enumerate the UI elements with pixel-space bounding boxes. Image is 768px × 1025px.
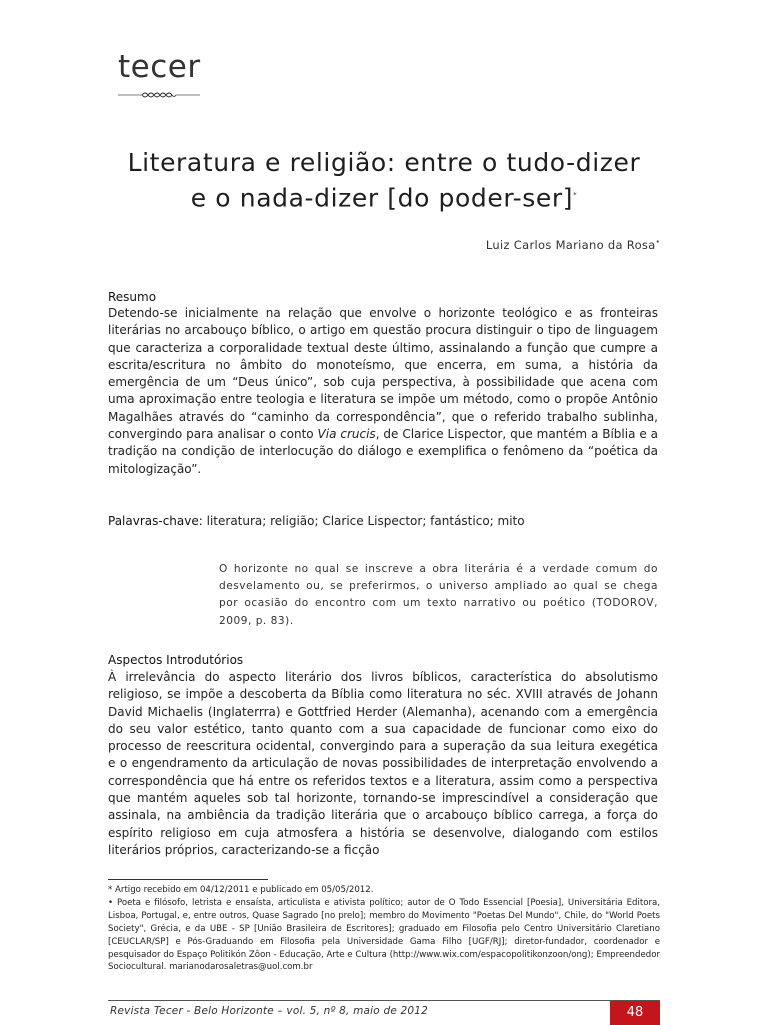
author-name: Luiz Carlos Mariano da Rosa: [485, 238, 656, 252]
article-title: [108, 146, 660, 214]
title-line-2-text: e o nada-dizer [do poder-ser]: [190, 183, 574, 213]
journal-citation: Revista Tecer - Belo Horizonte – vol. 5, nº 8, maio de 2012: [110, 1005, 429, 1017]
author-footnote-marker: •: [655, 238, 660, 247]
abstract-text-end: , de Clarice Lispector, que mantém a Bíblia e a tradição na condição de interlocução do diálogo e exemplifica o fenômeno da “poética da mitologização”.: [108, 427, 659, 476]
abstract-heading: Resumo: [108, 290, 157, 304]
abstract-italic-title: Via crucis: [317, 427, 376, 442]
page-footer: [108, 1000, 660, 1025]
intro-heading: Aspectos Introdutórios: [108, 653, 244, 667]
footnotes: [108, 884, 660, 974]
footnote-2: • Poeta e filósofo, letrista e ensaísta, articulista e ativista político; autor de O Todo Essencial [Poesia], Universitária Editora, Lisboa, Portugal, e, entre outros, Quase Sagrado [no prelo]; membro do Movimento "Poetas Del Mundo", Chile, do "World Poets Society", Grécia, e da UBE - SP [União Brasileira de Escritores]; graduado em Filosofia pelo Centro Universitário Claretiano [CEUCLAR/SP] e Pós-Graduando em Filosofia pela Universidade Gama Filho [UGF/RJ]; diretor-fundador, coordenador e pesquisador do Espaço Politikón Zôon - Educação, Arte e Cultura (http://www.wix.com/espacopolitikonzoon/ong); Empreendedor Sociocultural. marianodarosaletras@uol.com.br: [108, 897, 660, 973]
keywords-label: Palavras-chave:: [108, 514, 203, 528]
journal-logo: [118, 50, 200, 84]
keywords-line: [108, 514, 525, 528]
footnote-1: * Artigo recebido em 04/12/2011 e publicado em 05/05/2012.: [108, 885, 374, 895]
title-line-2: [108, 179, 660, 214]
title-line-1: Literatura e religião: entre o tudo-dizer: [127, 148, 641, 177]
page-number: 48: [610, 1001, 660, 1025]
abstract-text: [108, 305, 658, 478]
footnote-divider: [108, 879, 268, 880]
intro-text: À irrelevância do aspecto literário dos livros bíblicos, característica do absolutismo religioso, se impõe a descoberta da Bíblia como literatura no séc. XVIII através de Johann David Michaelis (Inglaterrra) e Gottfried Herder (Alemanha), acenando com a emergência do seu valor estético, tanto quanto com a sua capacidade de funcionar como eixo do processo de reescritura ocidental, convergindo para a superação da sua leitura exegética e o engendramento da articulação de novas possibilidades de interpretação envolvendo a correspondência que há entre os referidos textos e a literatura, assim como a perspectiva que mantém aqueles sob tal horizonte, tornando-se imprescindível a consideração que assinala, na ambiência da tradição literária que o arcabouço bíblico carrega, a força do espírito religioso em cuja atmosfera a história se desenvolve, dialogando com estilos literários próprios, caracterizando-se a ficção: [108, 670, 658, 857]
author-line: [486, 238, 660, 252]
abstract-text-start: Detendo-se inicialmente na relação que envolve o horizonte teológico e as fronteiras literárias no arcabouço bíblico, o artigo em questão procura distinguir o tipo de linguagem que caracteriza a corporalidade textual deste último, assinalando a função que cumpre a escrita/escritura no âmbito do monoteísmo, que encerra, em suma, a história da emergência de um “Deus único”, sob cuja perspectiva, à possibilidade que acena com uma aproximação entre teologia e literatura se impõe um método, como o propõe Antônio Magalhães através do “caminho da correspondência”, que o referido trabalho sublinha, convergindo para analisar o conto: [108, 306, 658, 442]
title-footnote-marker: *: [573, 191, 578, 199]
epigraph-quote: O horizonte no qual se inscreve a obra literária é a verdade comum do desvelamento ou, se preferirmos, o universo ampliado ao qual se chega por ocasião do encontro com um texto narrativo ou poético (TODOROV, 2009, p. 83).: [219, 563, 658, 627]
keywords-value: literatura; religião; Clarice Lispector; fantástico; mito: [206, 514, 525, 528]
logo-ornament-icon: [118, 90, 200, 100]
logo-wordmark: tecer: [118, 49, 201, 85]
